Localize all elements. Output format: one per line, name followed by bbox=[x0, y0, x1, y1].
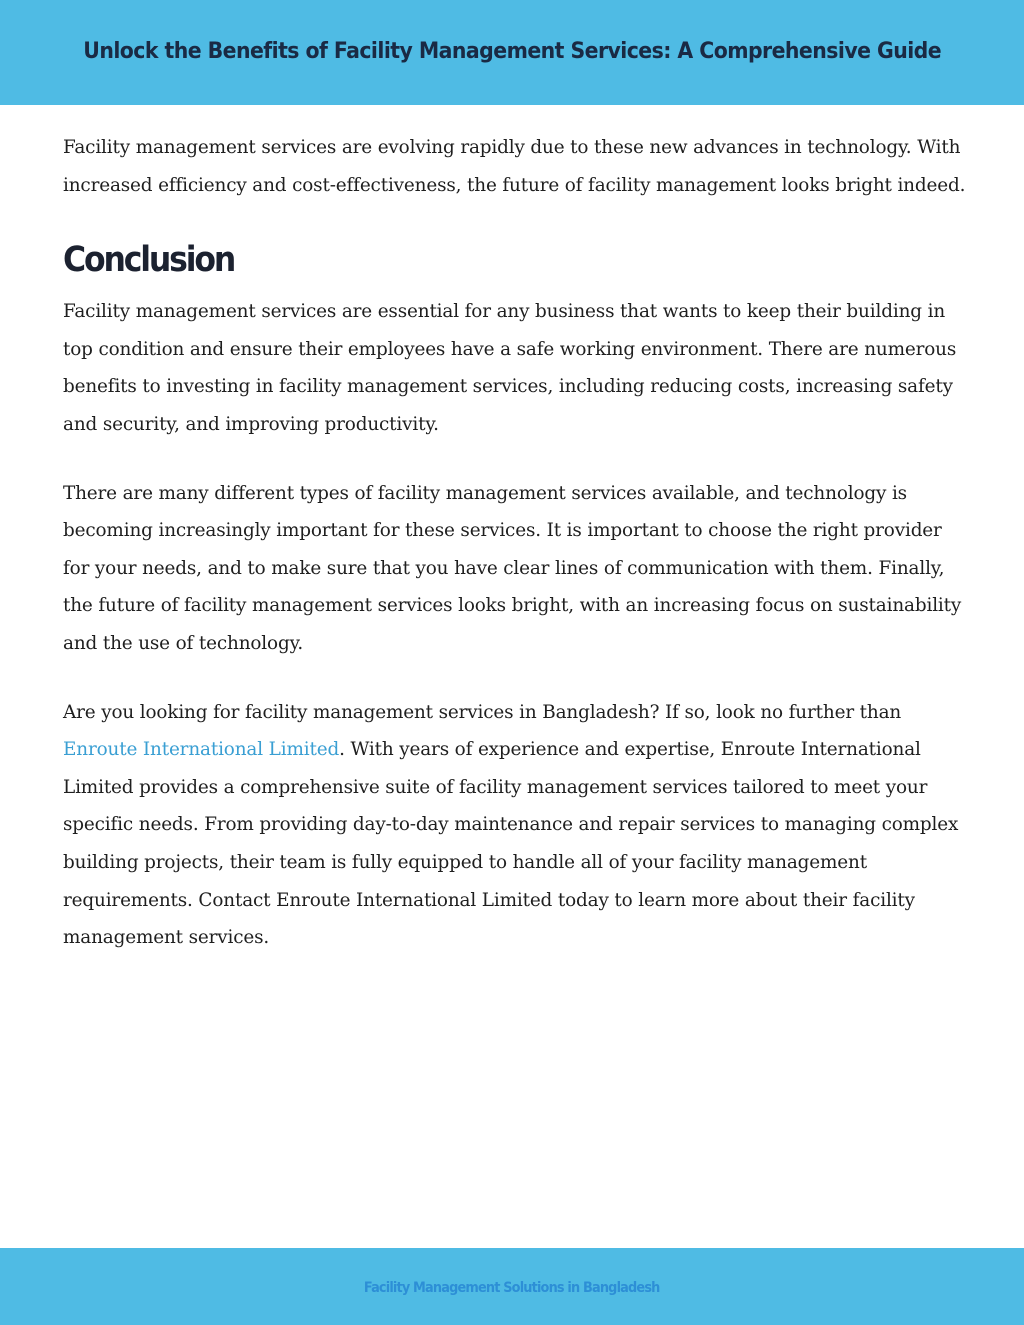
paragraph-3-lead-text: Are you looking for facility management services in Bangladesh? If so, look no further than bbox=[63, 701, 902, 723]
page-content bbox=[63, 129, 968, 957]
conclusion-heading: Conclusion bbox=[63, 240, 235, 281]
intro-paragraph: Facility management services are evolving rapidly due to these new advances in technology. With increased efficiency and cost-effectiveness, the future of facility management looks bright indeed. bbox=[63, 137, 966, 196]
conclusion-paragraph-1: Facility management services are essential for any business that wants to keep their building in top condition and ensure their employees have a safe working environment. There are numerous benefits to investing in facility management services, including reducing costs, increasing safety and security, and improving productivity. bbox=[63, 301, 957, 435]
page-header-title: Unlock the Benefits of Facility Management Services: A Comprehensive Guide bbox=[83, 39, 941, 64]
conclusion-paragraph-3 bbox=[63, 694, 968, 957]
conclusion-paragraph-2: There are many different types of facility management services available, and technology is becoming increasingly important for these services. It is important to choose the right provider for your needs, and to make sure that you have clear lines of communication with them. Finally, the future of facility management services looks bright, with an increasing focus on sustainability and the use of technology. bbox=[63, 482, 962, 654]
page-header-bar bbox=[0, 0, 1024, 105]
paragraph-3-rest-text: . With years of experience and expertise, Enroute International Limited provides a comprehensive suite of facility management services tailored to meet your specific needs. From providing day-to-day maintenance and repair services to managing complex building projects, their team is fully equipped to handle all of your facility management requirements. Contact Enroute International Limited today to learn more about their facility management services. bbox=[63, 739, 959, 949]
page-footer-bar bbox=[0, 1248, 1024, 1325]
enroute-international-link[interactable]: Enroute International Limited bbox=[63, 739, 340, 761]
footer-text: Facility Management Solutions in Bangladesh bbox=[364, 1279, 660, 1296]
